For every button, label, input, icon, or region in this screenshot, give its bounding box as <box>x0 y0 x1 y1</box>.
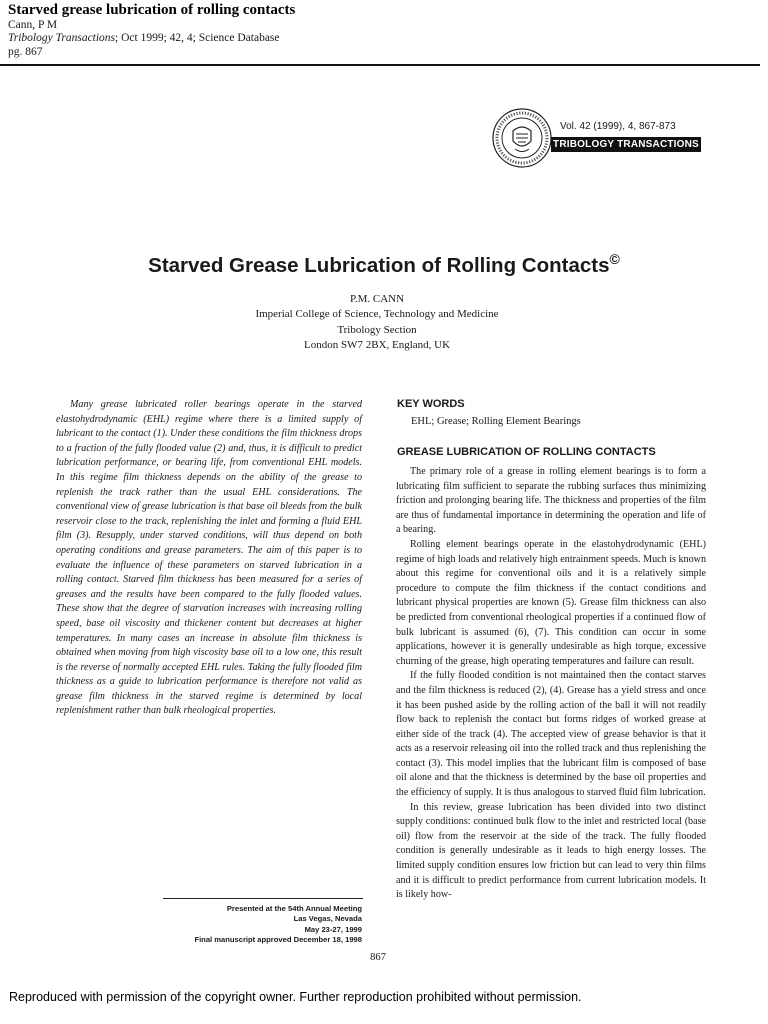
copyright-notice: Reproduced with permission of the copyright owner. Further reproduction prohibited without permission. <box>9 990 582 1004</box>
article-title-block <box>0 251 768 278</box>
body-paragraph: The primary role of a grease in rolling element bearings is to form a lubricating film sufficient to separate the rubbing surfaces thus minimizing friction and prolonging bearing life. The thickness and properties of the film are thus of fundamental importance in determining the operation and life of a bearing. <box>396 466 706 536</box>
citation-title: Starved grease lubrication of rolling contacts <box>8 2 296 18</box>
affiliation-line: Tribology Section <box>337 323 417 336</box>
body-paragraph: In this review, grease lubrication has been divided into two distinct supply conditions: continued bulk flow to the inlet and restricted local (base oil) flow from the reservoir at the side of the track. The fully flooded condition is generally undesirable as it leads to high energy losses. The limited supply condition ensures low friction but can lead to very thin films and it is difficult to predict performance from current lubrication models. It is likely how- <box>396 801 706 901</box>
citation-header <box>8 2 748 59</box>
citation-author: Cann, P M <box>8 19 58 32</box>
footnote-line: Final manuscript approved December 18, 1998 <box>194 934 362 944</box>
citation-journal: Tribology Transactions <box>8 32 116 45</box>
article-title: Starved Grease Lubrication of Rolling Contacts <box>148 253 610 277</box>
journal-name-banner: TRIBOLOGY TRANSACTIONS <box>551 137 701 152</box>
header-divider <box>0 64 760 66</box>
author-affiliation <box>0 292 754 354</box>
page-number: 867 <box>370 952 386 963</box>
body-paragraph: If the fully flooded condition is not maintained then the contact starves and the film thickness is reduced (2), (4). Grease has a yield stress and once it has been pushed aside by the rolling action of the ball it will not readily flow back to replenish the contact but forms ridges of worked grease at either side of the track (4). The accepted view of grease behavior is that it acts as a reservoir releasing oil into the rolled track and thus replenishing the contact (3). This model implies that the lubricant film is composed of base oil alone and that the thickness is determined by the base oil properties and the efficiency of supply. It is thus analogous to starved fluid film lubrication. <box>396 670 706 799</box>
citation-details: ; Oct 1999; 42, 4; Science Database <box>115 32 280 45</box>
abstract: Many grease lubricated roller bearings operate in the starved elastohydrodynamic (EHL) regime where there is a limited supply of lubricant to the contact (1). Under these conditions the film thickness drops to a fraction of the fully flooded value (2) and, thus, it is difficult to predict lubrication performance, or bearing life, from conventional EHL models. In this regime film thickness depends on the ability of the grease to replenish the track rather than the usual EHL considerations. The conventional view of grease lubrication is that base oil bleeds from the bulk reservoir close to the track, replenishing the inlet and forming a fluid EHL film (3). Resupply, under starved conditions, will thus depend on both operating conditions and grease parameters. The aim of this paper is to evaluate the influence of these parameters on starved lubrication in a rolling contact. Starved film thickness has been measured for a series of greases and the results have been compared to the fully flooded values. These show that the degree of starvation increases with increasing rolling speed, base oil viscosity and thickener content but decreases at higher temperatures. In many cases an increase in absolute film thickness is obtained when moving from high viscosity base oil to a low one, this result is the reverse of normally accepted EHL rules. Taking the fully flooded film thickness as a guide to lubrication performance is therefore not valid as grease film thickness in the starved regime is determined by local replenishment rather than bulk rheological properties. <box>56 399 362 717</box>
footnote <box>150 904 362 945</box>
footnote-line: Presented at the 54th Annual Meeting <box>226 904 362 913</box>
body-paragraph: Rolling element bearings operate in the elastohydrodynamic (EHL) regime of high loads and relatively high entrainment speeds. Much is known about this regime for conventional oils and it is a relatively simple procedure to compute the film thickness if the contact conditions and lubricant physical properties are known (5). Grease film thickness can also be predicted from conventional rheological properties if a continued flow of bulk lubricant is assumed (6), (7). This condition can occur in some applications, however it is generally undesirable as high torque, excessive churning of the grease, high operating temperatures and failure can result. <box>396 538 706 667</box>
footnote-line: Las Vegas, Nevada <box>293 914 362 924</box>
section-heading: GREASE LUBRICATION OF ROLLING CONTACTS <box>397 446 656 458</box>
affiliation-line: Imperial College of Science, Technology and Medicine <box>255 308 499 321</box>
keywords-heading: KEY WORDS <box>397 398 465 410</box>
footnote-divider <box>163 898 363 899</box>
section-body <box>396 465 706 903</box>
footnote-line: May 23-27, 1999 <box>304 924 362 934</box>
keywords-text: EHL; Grease; Rolling Element Bearings <box>411 416 581 427</box>
citation-page: pg. 867 <box>8 45 43 58</box>
title-copyright-mark: © <box>609 251 620 267</box>
affiliation-line: London SW7 2BX, England, UK <box>303 339 451 352</box>
society-seal-icon <box>491 107 553 169</box>
volume-info: Vol. 42 (1999), 4, 867-873 <box>560 121 676 132</box>
author-name: P.M. CANN <box>349 293 405 305</box>
citation-source <box>8 32 748 45</box>
